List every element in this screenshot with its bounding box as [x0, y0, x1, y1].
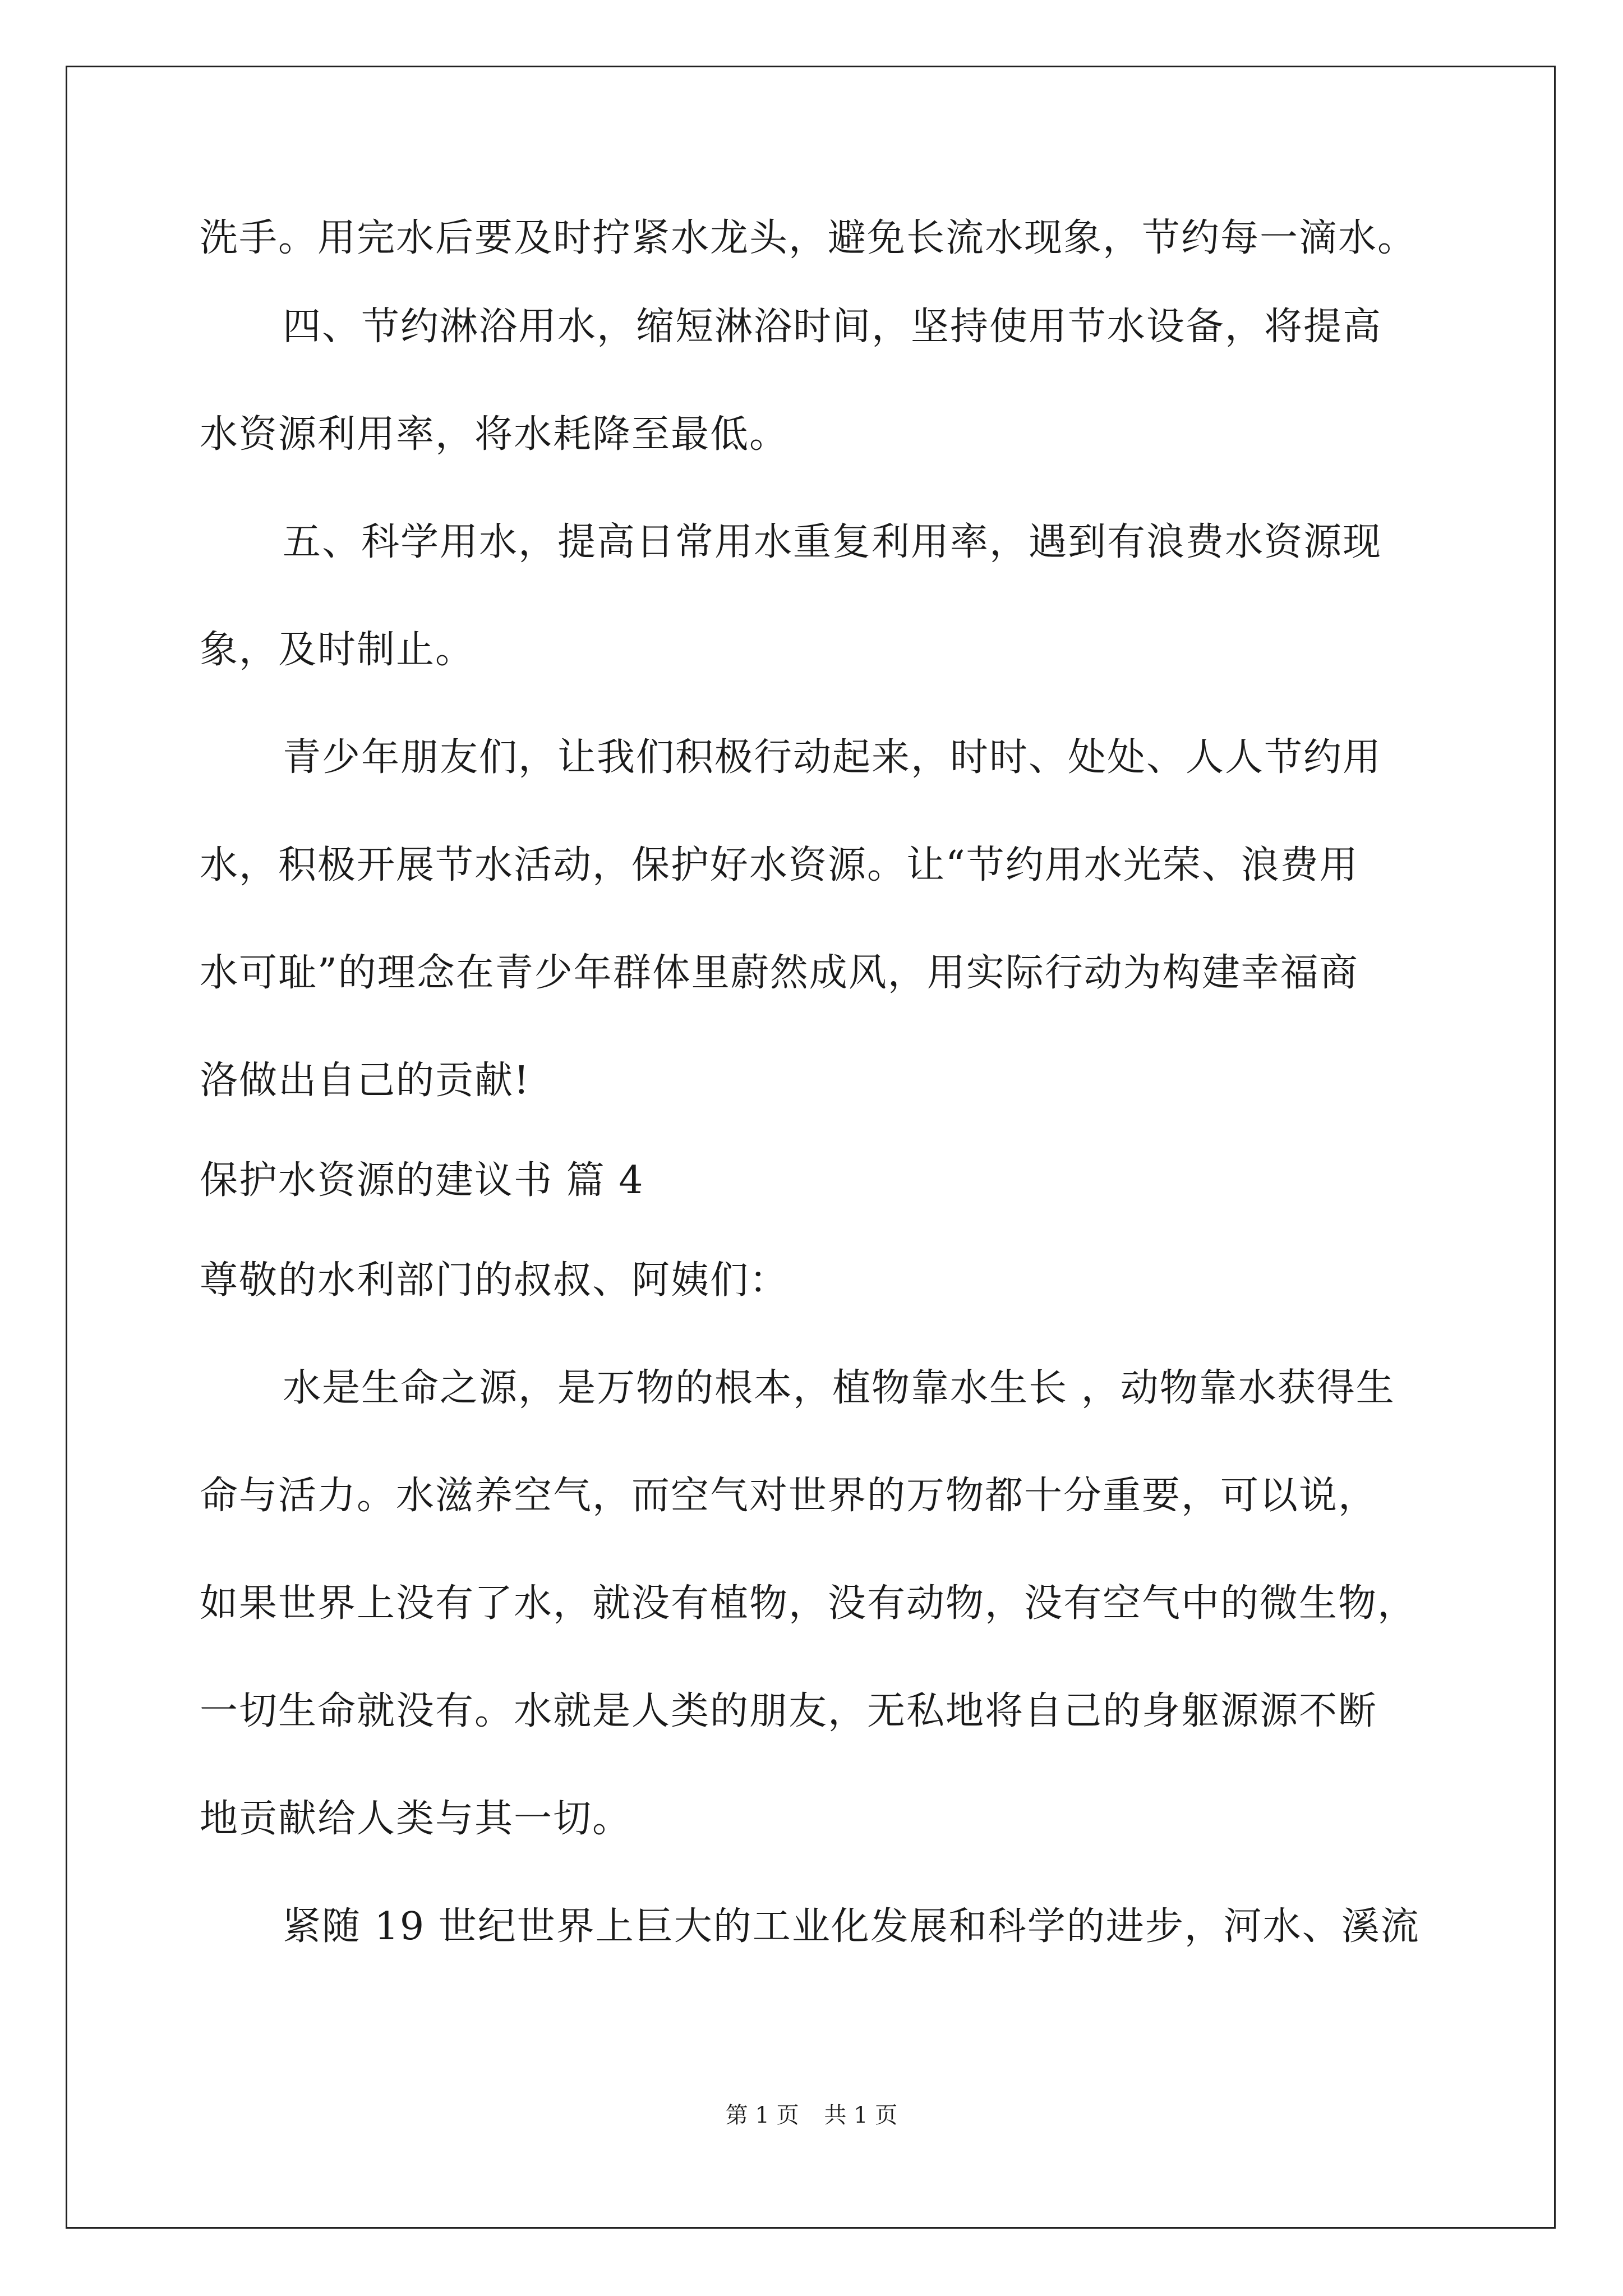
page-footer: [0, 2101, 1623, 2130]
text-line: 紧随 19 世纪世界上巨大的工业化发展和科学的进步，河水、溪流: [283, 1904, 1420, 1949]
salutation: 尊敬的水利部门的叔叔、阿姨们：: [200, 1258, 789, 1303]
text-line: 地贡献给人类与其一切。: [200, 1797, 632, 1841]
page-number: 第 1 页: [725, 2102, 799, 2128]
text-line: 水可耻”的理念在青少年群体里蔚然成风，用实际行动为构建幸福商: [200, 951, 1359, 995]
text-line: 如果世界上没有了水，就没有植物，没有动物，没有空气中的微生物，: [200, 1581, 1417, 1626]
text-line: 五、科学用水，提高日常用水重复利用率，遇到有浪费水资源现: [283, 520, 1382, 564]
section-heading: 保护水资源的建议书 篇 4: [200, 1158, 644, 1203]
text-line: 象，及时制止。: [200, 628, 475, 672]
text-line: 洗手。用完水后要及时拧紧水龙头，避免长流水现象，节约每一滴水。: [200, 216, 1417, 260]
page-total: 共 1 页: [824, 2102, 898, 2128]
text-line: 洛做出自己的贡献!: [200, 1059, 531, 1103]
text-line: 四、节约淋浴用水，缩短淋浴时间，坚持使用节水设备，将提高: [283, 305, 1382, 349]
text-line: 水是生命之源，是万物的根本，植物靠水生长 ，动物靠水获得生: [283, 1366, 1395, 1410]
text-line: 水，积极开展节水活动，保护好水资源。让“节约用水光荣、浪费用: [200, 843, 1359, 887]
text-line: 命与活力。水滋养空气，而空气对世界的万物都十分重要，可以说，: [200, 1474, 1378, 1518]
text-line: 青少年朋友们，让我们积极行动起来，时时、处处、人人节约用: [283, 735, 1382, 780]
text-line: 一切生命就没有。水就是人类的朋友，无私地将自己的身躯源源不断: [200, 1689, 1378, 1733]
text-line: 水资源利用率，将水耗降至最低。: [200, 412, 789, 457]
